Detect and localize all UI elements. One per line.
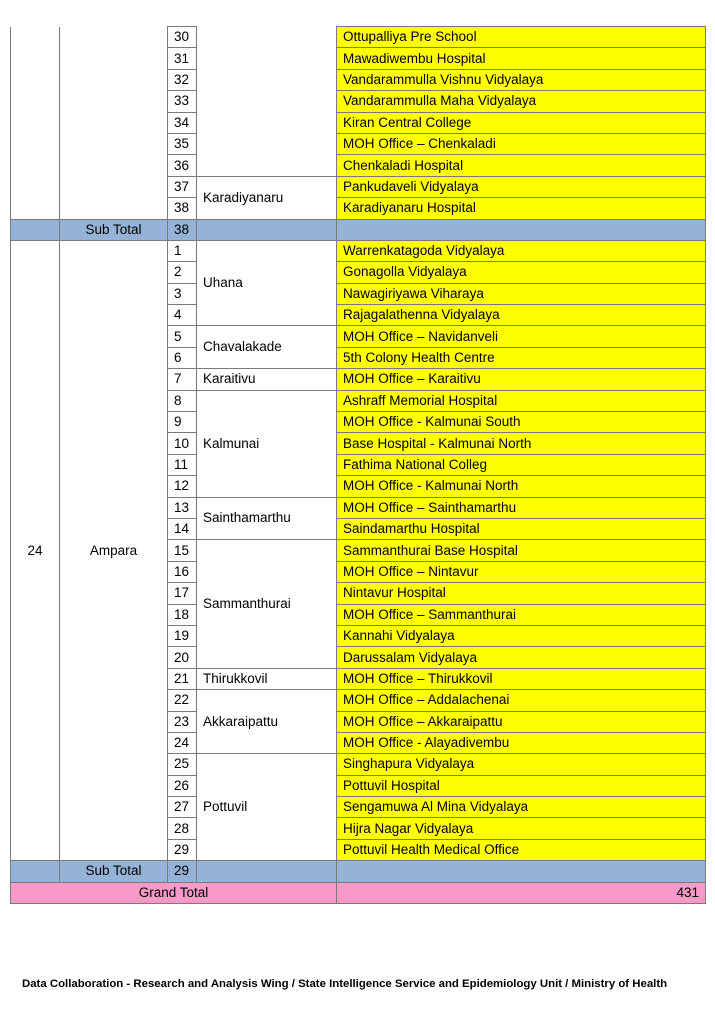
subtotal-row [11, 861, 706, 882]
site-name: MOH Office – Addalachenai [337, 690, 706, 711]
area-name: Sammanthurai [197, 540, 337, 668]
row-number: 31 [168, 48, 197, 69]
area-cell [197, 27, 337, 177]
row-number: 20 [168, 647, 197, 668]
site-name: Sammanthurai Base Hospital [337, 540, 706, 561]
row-number: 23 [168, 711, 197, 732]
grand-total-label: Grand Total [11, 882, 337, 903]
site-name: Darussalam Vidyalaya [337, 647, 706, 668]
row-number: 34 [168, 112, 197, 133]
row-number: 9 [168, 412, 197, 433]
area-name: Kalmunai [197, 390, 337, 497]
site-name: Vandarammulla Maha Vidyalaya [337, 91, 706, 112]
site-name: Pottuvil Hospital [337, 775, 706, 796]
grand-total-value: 431 [337, 882, 706, 903]
row-number: 17 [168, 583, 197, 604]
site-name: MOH Office – Karaitivu [337, 369, 706, 390]
site-name: MOH Office - Kalmunai South [337, 412, 706, 433]
site-name: Pankudaveli Vidyalaya [337, 176, 706, 197]
row-number: 25 [168, 754, 197, 775]
site-name: Nintavur Hospital [337, 583, 706, 604]
area-name: Sainthamarthu [197, 497, 337, 540]
site-name: Pottuvil Health Medical Office [337, 839, 706, 860]
area-name: Akkaraipattu [197, 690, 337, 754]
subtotal-label: Sub Total [60, 861, 168, 882]
district-name-cell [60, 27, 168, 220]
row-number: 38 [168, 198, 197, 219]
site-name: Kiran Central College [337, 112, 706, 133]
row-number: 2 [168, 262, 197, 283]
row-number: 24 [168, 732, 197, 753]
row-number: 32 [168, 69, 197, 90]
area-name: Karadiyanaru [197, 176, 337, 219]
row-number: 1 [168, 240, 197, 261]
row-number: 11 [168, 454, 197, 475]
site-name: Base Hospital - Kalmunai North [337, 433, 706, 454]
row-number: 22 [168, 690, 197, 711]
district-no: 24 [11, 240, 60, 860]
site-name: Karadiyanaru Hospital [337, 198, 706, 219]
district-name: Ampara [60, 240, 168, 860]
district-no-cell [11, 27, 60, 220]
site-name: Singhapura Vidyalaya [337, 754, 706, 775]
row-number: 10 [168, 433, 197, 454]
site-name: Gonagolla Vidyalaya [337, 262, 706, 283]
site-name: MOH Office – Sammanthurai [337, 604, 706, 625]
sites-table [10, 26, 706, 904]
site-name: MOH Office – Sainthamarthu [337, 497, 706, 518]
row-number: 12 [168, 476, 197, 497]
site-name: Ashraff Memorial Hospital [337, 390, 706, 411]
site-name: Saindamarthu Hospital [337, 518, 706, 539]
site-name: Chenkaladi Hospital [337, 155, 706, 176]
site-name: Ottupalliya Pre School [337, 27, 706, 48]
site-name: Sengamuwa Al Mina Vidyalaya [337, 797, 706, 818]
site-name: Hijra Nagar Vidyalaya [337, 818, 706, 839]
row-number: 30 [168, 27, 197, 48]
row-number: 18 [168, 604, 197, 625]
site-name: MOH Office - Alayadivembu [337, 732, 706, 753]
site-name: Rajagalathenna Vidyalaya [337, 305, 706, 326]
site-name: Warrenkatagoda Vidyalaya [337, 240, 706, 261]
site-name: Fathima National Colleg [337, 454, 706, 475]
area-name: Uhana [197, 240, 337, 326]
row-number: 36 [168, 155, 197, 176]
site-name: MOH Office - Kalmunai North [337, 476, 706, 497]
table-row [11, 240, 706, 261]
site-name: MOH Office – Thirukkovil [337, 668, 706, 689]
area-name: Thirukkovil [197, 668, 337, 689]
subtotal-label: Sub Total [60, 219, 168, 240]
row-number: 21 [168, 668, 197, 689]
row-number: 26 [168, 775, 197, 796]
footer-credit: Data Collaboration - Research and Analysis Wing / State Intelligence Service and Epidemiology Unit / Ministry of Health [22, 978, 668, 990]
site-name: Kannahi Vidyalaya [337, 625, 706, 646]
row-number: 13 [168, 497, 197, 518]
subtotal-row [11, 219, 706, 240]
row-number: 7 [168, 369, 197, 390]
row-number: 6 [168, 347, 197, 368]
row-number: 5 [168, 326, 197, 347]
site-name: MOH Office – Navidanveli [337, 326, 706, 347]
row-number: 15 [168, 540, 197, 561]
area-name: Pottuvil [197, 754, 337, 861]
row-number: 19 [168, 625, 197, 646]
grand-total-row [11, 882, 706, 903]
row-number: 14 [168, 518, 197, 539]
row-number: 8 [168, 390, 197, 411]
row-number: 16 [168, 561, 197, 582]
row-number: 28 [168, 818, 197, 839]
row-number: 35 [168, 133, 197, 154]
subtotal-value: 29 [168, 861, 197, 882]
site-name: Mawadiwembu Hospital [337, 48, 706, 69]
site-name: MOH Office – Chenkaladi [337, 133, 706, 154]
subtotal-value: 38 [168, 219, 197, 240]
row-number: 33 [168, 91, 197, 112]
site-name: 5th Colony Health Centre [337, 347, 706, 368]
row-number: 27 [168, 797, 197, 818]
site-name: Nawagiriyawa Viharaya [337, 283, 706, 304]
row-number: 3 [168, 283, 197, 304]
site-name: MOH Office – Akkaraipattu [337, 711, 706, 732]
site-name: Vandarammulla Vishnu Vidyalaya [337, 69, 706, 90]
row-number: 37 [168, 176, 197, 197]
area-name: Karaitivu [197, 369, 337, 390]
site-name: MOH Office – Nintavur [337, 561, 706, 582]
row-number: 29 [168, 839, 197, 860]
area-name: Chavalakade [197, 326, 337, 369]
row-number: 4 [168, 305, 197, 326]
sites-table-wrapper [10, 26, 706, 904]
table-row [11, 27, 706, 48]
